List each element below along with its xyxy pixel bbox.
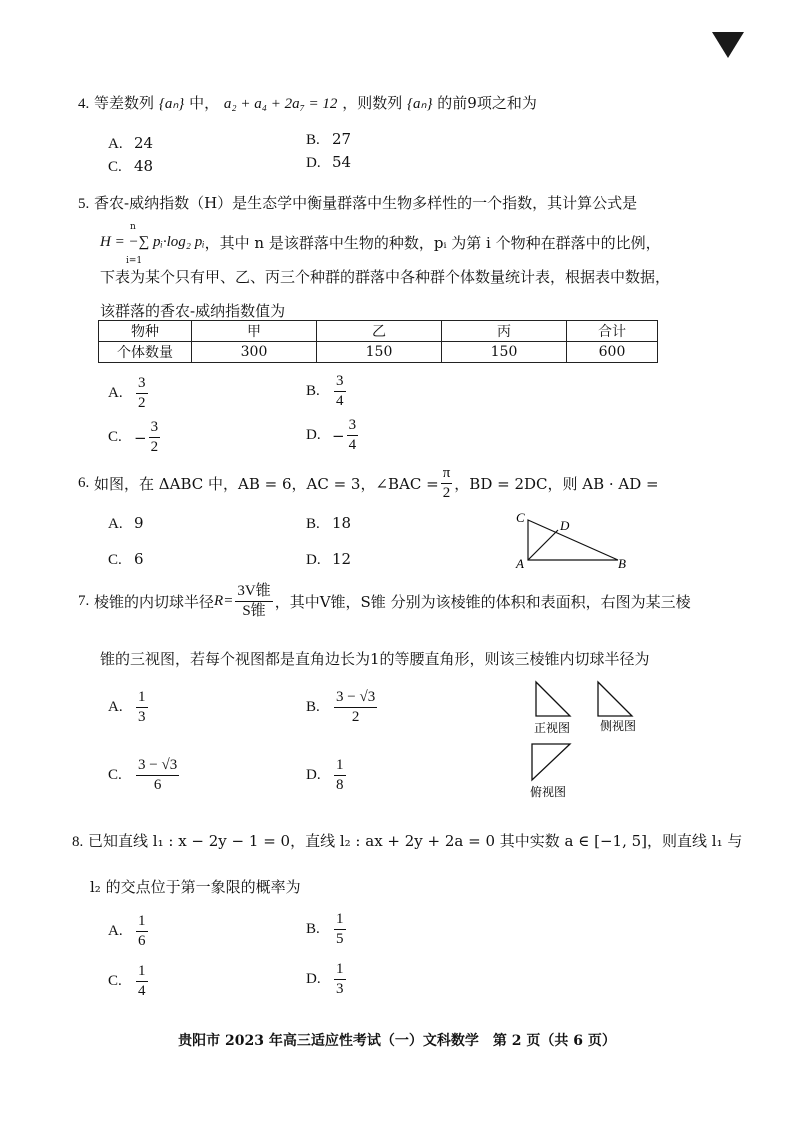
q4-seq-2: {aₙ} bbox=[406, 96, 433, 112]
q7-radius-fraction bbox=[235, 584, 272, 619]
question-4 bbox=[78, 92, 537, 113]
q5-option-c[interactable] bbox=[108, 420, 162, 455]
q4-text-c: ，则数列 bbox=[342, 94, 403, 112]
table-header-row bbox=[99, 321, 658, 342]
option-fraction bbox=[334, 374, 346, 409]
denominator: 2 bbox=[442, 485, 451, 501]
question-number: 5. bbox=[78, 196, 90, 212]
option-value: 12 bbox=[332, 550, 352, 568]
q8-line1: 已知直线 l₁ : x − 2y − 1 = 0，直线 l₂ : ax + 2y + 2a = 0 其中实数 a ∈ [−1, 5]，则直线 l₁ 与 bbox=[88, 832, 743, 850]
q6-text2: ，BD = 2DC，则 AB · AD = bbox=[454, 475, 659, 493]
numerator: 1 bbox=[334, 758, 346, 776]
denominator: 3 bbox=[336, 981, 344, 997]
option-value: 18 bbox=[332, 514, 352, 532]
q6-option-d[interactable] bbox=[306, 550, 351, 569]
q6-option-c[interactable] bbox=[108, 550, 144, 569]
front-view-triangle bbox=[536, 682, 570, 716]
option-value: 48 bbox=[134, 157, 154, 175]
option-label: A. bbox=[108, 699, 123, 715]
option-label: C. bbox=[108, 767, 122, 783]
q4-text-d: 的前 bbox=[437, 94, 468, 112]
q5-line3: 下表为某个只有甲、乙、丙三个种群的群落中各种群个体数量统计表，根据表中数据， bbox=[100, 268, 671, 286]
denominator: 2 bbox=[351, 709, 360, 725]
option-fraction bbox=[136, 758, 179, 793]
option-sign: − bbox=[134, 428, 147, 447]
triangle-shape bbox=[528, 520, 618, 560]
q7-option-a[interactable] bbox=[108, 690, 150, 725]
question-6 bbox=[78, 466, 659, 501]
option-fraction bbox=[334, 690, 377, 725]
numerator: 3 − √3 bbox=[136, 758, 179, 776]
option-label: C. bbox=[108, 429, 122, 445]
denominator: 6 bbox=[153, 777, 162, 793]
q4-equation: a₂ + a₄ + 2a₇ = 12 bbox=[223, 96, 338, 112]
top-view-triangle bbox=[532, 744, 570, 780]
option-label: D. bbox=[306, 552, 321, 568]
option-label: A. bbox=[108, 516, 123, 532]
option-fraction bbox=[136, 914, 148, 949]
q7-line2: 锥的三视图，若每个视图都是直角边长为1的等腰直角形，则该三棱锥内切球半径为 bbox=[100, 650, 650, 668]
option-fraction bbox=[334, 912, 346, 947]
option-label: B. bbox=[306, 132, 320, 148]
side-view-label: 侧视图 bbox=[600, 719, 637, 733]
q5-option-b[interactable] bbox=[306, 374, 348, 409]
sum-lower: i=1 bbox=[126, 256, 143, 266]
denominator: 6 bbox=[138, 933, 146, 949]
option-label: B. bbox=[306, 516, 320, 532]
q5-line2: ，其中 n 是该群落中生物的种数，pᵢ 为第 i 个物种在群落中的比例， bbox=[204, 233, 661, 252]
option-label: B. bbox=[306, 921, 320, 937]
table-cell: 个体数量 bbox=[99, 342, 192, 363]
q7-option-d[interactable] bbox=[306, 758, 348, 793]
q7-option-c[interactable] bbox=[108, 758, 181, 793]
option-value: 24 bbox=[134, 134, 154, 152]
label-b: B bbox=[618, 556, 626, 570]
numerator: 1 bbox=[334, 912, 346, 930]
option-sign: − bbox=[332, 426, 345, 445]
numerator: π bbox=[441, 466, 453, 484]
q4-option-a[interactable] bbox=[108, 134, 153, 153]
question-8 bbox=[72, 830, 742, 851]
table-cell: 丙 bbox=[442, 321, 567, 342]
q6-option-b[interactable] bbox=[306, 514, 351, 533]
q4-seq: {aₙ} bbox=[158, 96, 185, 112]
q6-option-a[interactable] bbox=[108, 514, 144, 533]
q8-option-c[interactable] bbox=[108, 964, 150, 999]
numerator: 1 bbox=[334, 962, 346, 980]
option-label: D. bbox=[306, 767, 321, 783]
question-7: 7. 棱锥的内切球半径 R= $\frac{\text{3V锥}}{\text{S锥}}$ ，其中V锥，S锥 分别为该棱锥的体积和表面积，右图为某三棱 bbox=[78, 583, 691, 619]
page-footer: 贵阳市 2023 年高三适应性考试（一）文科数学 第 2 页（共 6 页） bbox=[178, 1033, 616, 1049]
q8-line2: l₂ 的交点位于第一象限的概率为 bbox=[90, 878, 301, 896]
option-label: A. bbox=[108, 923, 123, 939]
option-label: D. bbox=[306, 427, 321, 443]
q4-text-a: 等差数列 bbox=[94, 94, 155, 112]
option-label: B. bbox=[306, 699, 320, 715]
q4-option-b[interactable] bbox=[306, 130, 351, 149]
table-cell: 600 bbox=[567, 342, 658, 363]
table-row bbox=[99, 342, 658, 363]
q8-option-a[interactable] bbox=[108, 914, 150, 949]
option-label: C. bbox=[108, 552, 122, 568]
numerator: 1 bbox=[136, 964, 148, 982]
option-label: A. bbox=[108, 136, 123, 152]
option-fraction bbox=[136, 964, 148, 999]
numerator: 3 bbox=[347, 418, 359, 436]
front-view-label: 正视图 bbox=[534, 721, 571, 735]
q5-formula-line bbox=[100, 222, 661, 266]
option-value: 27 bbox=[332, 130, 352, 148]
q7-text-a: 棱锥的内切球半径 bbox=[94, 593, 215, 611]
side-view-triangle bbox=[598, 682, 632, 716]
question-number: 8. bbox=[72, 834, 84, 850]
table-cell: 甲 bbox=[192, 321, 317, 342]
denominator: 5 bbox=[336, 931, 344, 947]
corner-marker-icon bbox=[712, 32, 744, 58]
table-cell: 300 bbox=[192, 342, 317, 363]
denominator: S锥 bbox=[242, 603, 266, 619]
option-value: 9 bbox=[134, 514, 144, 532]
numerator: 3 bbox=[136, 376, 148, 394]
q4-text-e: 9 bbox=[467, 94, 477, 112]
table-cell: 150 bbox=[317, 342, 442, 363]
q4-text-f: 项之和为 bbox=[476, 94, 537, 112]
option-fraction bbox=[334, 758, 346, 793]
option-label: D. bbox=[306, 971, 321, 987]
denominator: 8 bbox=[336, 777, 344, 793]
table-cell: 150 bbox=[442, 342, 567, 363]
denominator: 2 bbox=[150, 439, 159, 455]
q5-line1: 香农-威纳指数（H）是生态学中衡量群落中生物多样性的一个指数，其计算公式是 bbox=[94, 194, 638, 212]
question-number: 6. bbox=[78, 475, 90, 491]
option-label: C. bbox=[108, 973, 122, 989]
denominator: 2 bbox=[138, 395, 146, 411]
numerator: 3 bbox=[149, 420, 161, 438]
option-fraction bbox=[136, 376, 148, 411]
q6-text: 如图，在 ΔABC 中，AB = 6，AC = 3，∠BAC = bbox=[94, 475, 439, 493]
table-cell: 合计 bbox=[567, 321, 658, 342]
q5-formula: H = −∑ pᵢ·log₂ pᵢ bbox=[100, 233, 205, 250]
sum-upper: n bbox=[130, 222, 136, 232]
option-label: D. bbox=[306, 155, 321, 171]
label-a: A bbox=[516, 556, 524, 570]
denominator: 4 bbox=[348, 437, 357, 453]
q7-option-b[interactable] bbox=[306, 690, 379, 725]
triangle-abc-figure bbox=[510, 508, 630, 570]
q5-option-d[interactable] bbox=[306, 418, 360, 453]
q8-option-d[interactable] bbox=[306, 962, 348, 997]
option-label: C. bbox=[108, 159, 122, 175]
three-view-figure bbox=[524, 676, 654, 800]
q4-text-b: 中， bbox=[189, 94, 220, 112]
question-5 bbox=[78, 192, 637, 213]
label-c: C bbox=[516, 510, 525, 525]
denominator: 3 bbox=[138, 709, 146, 725]
numerator: 1 bbox=[136, 914, 148, 932]
option-fraction bbox=[149, 420, 161, 455]
option-value: 6 bbox=[134, 550, 144, 568]
q4-option-c[interactable] bbox=[108, 157, 153, 176]
segment-ad bbox=[528, 530, 558, 560]
option-value: 54 bbox=[332, 153, 352, 171]
label-d: D bbox=[560, 518, 570, 533]
table-cell: 物种 bbox=[99, 321, 192, 342]
option-fraction bbox=[334, 962, 346, 997]
q5-option-a[interactable] bbox=[108, 376, 150, 411]
denominator: 4 bbox=[138, 983, 146, 999]
numerator: 3V锥 bbox=[235, 584, 272, 602]
q8-option-b[interactable] bbox=[306, 912, 348, 947]
q5-line4: 该群落的香农-威纳指数值为 bbox=[100, 302, 286, 320]
option-fraction bbox=[136, 690, 148, 725]
numerator: 3 bbox=[334, 374, 346, 392]
denominator: 4 bbox=[336, 393, 344, 409]
option-label: A. bbox=[108, 385, 123, 401]
species-table bbox=[98, 320, 658, 363]
option-fraction bbox=[347, 418, 359, 453]
top-view-label: 俯视图 bbox=[530, 785, 567, 799]
q6-angle-fraction bbox=[441, 466, 453, 501]
table-cell: 乙 bbox=[317, 321, 442, 342]
q7-text-b: ，其中V锥，S锥 分别为该棱锥的体积和表面积，右图为某三棱 bbox=[274, 593, 691, 611]
numerator: 3 − √3 bbox=[334, 690, 377, 708]
numerator: 1 bbox=[136, 690, 148, 708]
option-label: B. bbox=[306, 383, 320, 399]
question-number: 7. bbox=[78, 593, 90, 609]
question-number: 4. bbox=[78, 96, 90, 112]
q4-option-d[interactable] bbox=[306, 153, 351, 172]
